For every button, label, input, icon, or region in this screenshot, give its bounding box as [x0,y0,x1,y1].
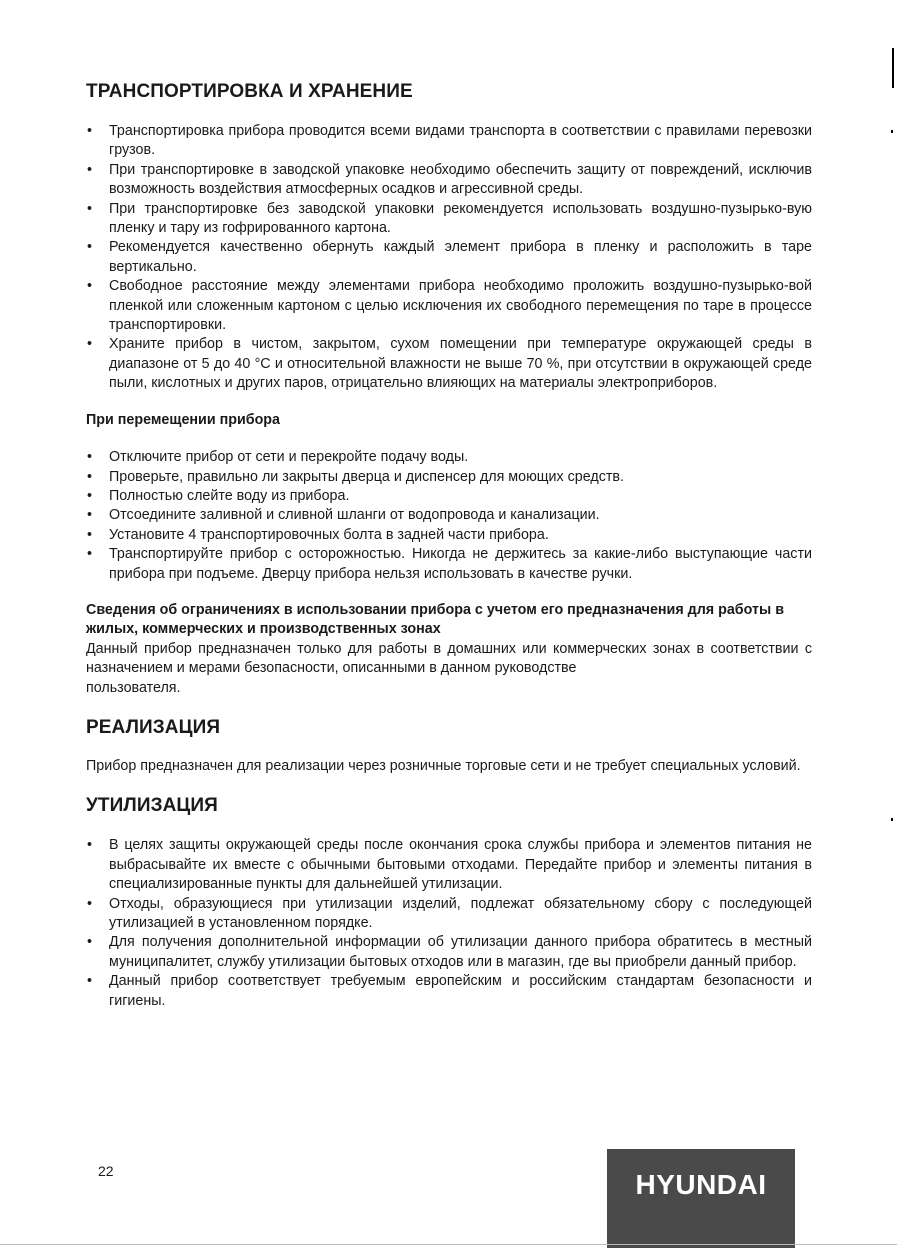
sale-text: Прибор предназначен для реализации через розничные торговые сети и не требует специальных условий. [86,757,801,774]
crop-mark [892,48,894,88]
restrictions-text-end: пользователя. [86,679,181,696]
section-title-moving: При перемещении прибора [86,411,280,428]
crop-mark [891,818,893,821]
page-edge-line [0,1244,897,1245]
list-item: • Отходы, образующиеся при утилизации изделий, подлежат обязательному сбору с последующей утилизацией в установленном порядке. [86,895,812,934]
list-item: • При транспортировке без заводской упаковки рекомендуется использовать воздушно-пузырько-вую пленку и тару из гофрированного картона. [86,200,812,239]
list-item: • Установите 4 транспортировочных болта в задней части прибора. [86,526,812,545]
section-title-sale: РЕАЛИЗАЦИЯ [86,716,221,738]
brand-logo-text: HYUNDAI [635,1169,767,1200]
list-item: • Полностью слейте воду из прибора. [86,487,812,506]
list-item: • В целях защиты окружающей среды после окончания срока службы прибора и элементов питания не выбрасывайте их вместе с обычными бытовыми отходами. Передайте прибор и элементы питания в специализированные пункты для дальнейшей утилизации. [86,836,812,894]
list-item: • Храните прибор в чистом, закрытом, сухом помещении при температуре окружающей среды в диапазоне от 5 до 40 °С и относительной влажности не выше 70 %, при отсутствии в окружающей среде пыли, кислотных и других паров, отрицательно влияющих на материалы электроприборов. [86,335,812,393]
section-title-restrictions: Сведения об ограничениях в использовании прибора с учетом его предназначения для работы в жилых, коммерческих и производственных зонах [86,601,784,638]
list-item: • Отключите прибор от сети и перекройте подачу воды. [86,448,812,467]
transport-list [86,122,812,394]
list-item: • Данный прибор соответствует требуемым европейским и российским стандартам безопасности и гигиены. [86,972,812,1011]
list-item: • Отсоедините заливной и сливной шланги от водопровода и канализации. [86,506,812,525]
list-item: • Проверьте, правильно ли закрыты дверца и диспенсер для моющих средств. [86,468,812,487]
list-item: • Свободное расстояние между элементами прибора необходимо проложить воздушно-пузырько-вой пленкой или сложенным картоном с целью исключения их свободного перемещения по таре в процессе транспортировки. [86,277,812,335]
moving-list [86,448,812,584]
page-number: 22 [98,1163,114,1179]
restrictions-text: Данный прибор предназначен только для работы в домашних или коммерческих зонах в соответствии с назначением и мерами безопасности, описанными в данном руководстве [86,640,812,677]
page-content [86,79,812,1011]
list-item: • При транспортировке в заводской упаковке необходимо обеспечить защиту от повреждений, исключив возможность воздействия атмосферных осадков и агрессивной среды. [86,161,812,200]
brand-logo [607,1149,795,1248]
section-title-transport: ТРАНСПОРТИРОВКА И ХРАНЕНИЕ [86,81,413,102]
list-item: • Транспортируйте прибор с осторожностью. Никогда не держитесь за какие-либо выступающие части прибора при подъеме. Дверцу прибора нельзя использовать в качестве ручки. [86,545,812,584]
list-item: • Для получения дополнительной информации об утилизации данного прибора обратитесь в местный муниципалитет, службу утилизации бытовых отходов или в магазин, где вы приобрели данный прибор. [86,933,812,972]
section-title-disposal: УТИЛИЗАЦИЯ [86,795,218,817]
disposal-list [86,836,812,1011]
crop-mark [891,130,893,133]
list-item: • Транспортировка прибора проводится всеми видами транспорта в соответствии с правилами перевозки грузов. [86,122,812,161]
list-item: • Рекомендуется качественно обернуть каждый элемент прибора в пленку и расположить в таре вертикально. [86,238,812,277]
